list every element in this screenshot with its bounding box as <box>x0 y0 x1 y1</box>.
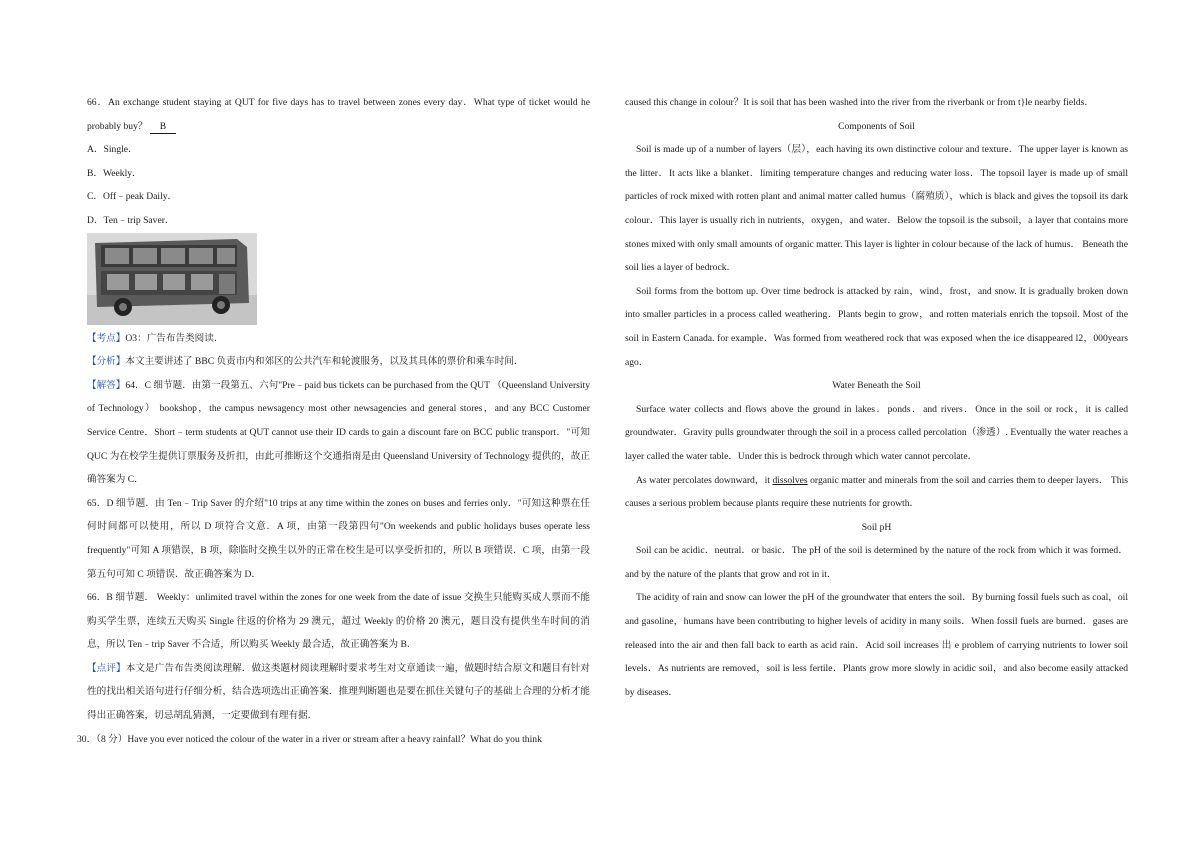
jieda-text: 64．C 细节题．由第一段第五、六句"Pre﹣paid bus tickets can be purchased from the QUT （Queensland University of Technology） bookshop，the campus newsagency most other newsagencies and general stores，and any BCC Customer Service Centre．Short﹣term students at QUT cannot use their ID cards to gain a discount fare on BCC public transport．"可知 QUC 为在校学生提供订票服务及折扣，由此可推断这个交通指南是由 Queensland University of Technology 提供的，故正确答案为 C． <box>87 379 591 486</box>
question-30-continued: caused this change in colour？It is soil that has been washed into the river from the riverbank or from t}le nearby fields． <box>625 97 1094 108</box>
section-heading: Components of Soil <box>838 120 915 132</box>
kaodian-tag: 【考点】 <box>87 332 126 344</box>
question-30-start: 30．（8 分）Have you ever noticed the colour of the water in a river or stream after a heavy rainfall？What do you think <box>77 733 542 745</box>
option-d: D．Ten﹣trip Saver． <box>87 214 175 226</box>
fenxi-tag: 【分析】 <box>87 356 126 368</box>
passage-paragraph <box>625 469 1128 516</box>
section-heading: Water Beneath the Soil <box>832 380 921 392</box>
question-66-text: 66．An exchange student staying at QUT for five days has to travel between zones every day．What type of ticket would he probably buy？ <box>87 97 590 132</box>
explanation-66: 66．B 细节题． Weekly：unlimited travel within the zones for one week from the date of issue 交换生只能购买成人票而不能购买学生票，连续五天购买 Single 往返的价格为 29 澳元，超过 Weekly 的价格 20 澳元，题目没有提供坐车时间的消息，所以 Ten﹣trip Saver 不合适，所以购买 Weekly 最合适，故正确答案为 B． <box>87 592 590 651</box>
dianping-tag: 【点评】 <box>87 662 126 674</box>
passage-paragraph: Soil forms from the bottom up. Over time bedrock is attacked by rain，wind，frost，and snow. It is gradually broken down into smaller particles in a process called weathering．Plants begin to grow，and rotten materials enrich the topsoil. Most of the soil in Eastern Canada. for example．Was formed from weathered rock that was exposed when the ice disappeared l2，000years ago． <box>625 285 1128 368</box>
option-c: C．Off﹣peak Daily． <box>87 191 178 203</box>
passage-paragraph: Surface water collects and flows above the ground in lakes．ponds．and rivers．Once in the soil or rock，it is called groundwater．Gravity pulls groundwater through the soil in a process called percolation（渗透）. Eventually the water reaches a layer called the water table．Under this is bedrock through which water cannot percolate． <box>625 403 1128 462</box>
passage-paragraph: Soil can be acidic．neutral．or basic．The pH of the soil is determined by the nature of the rock from which it was formed．and by the nature of the plants that grow and rot in it． <box>625 545 1128 580</box>
fenxi-text: 本文主要讲述了 BBC 负责市内和郊区的公共汽车和轮渡服务，以及其具体的票价和乘车时间． <box>125 356 524 368</box>
passage-text: As water percolates downward，it <box>636 474 773 486</box>
jieda <box>87 374 590 492</box>
left-column <box>77 91 591 751</box>
fenxi <box>87 350 590 374</box>
dianping-text: 本文是广告布告类阅读理解．做这类题材阅读理解时要求考生对文章通读一遍，做题时结合原文和题目有针对性的找出相关语句进行仔细分析，结合选项选出正确答案．推理判断题也是要在抓住关键句子的基础上合理的分析才能得出正确答案，切忌胡乱猜测，一定要做到有理有据． <box>87 662 591 722</box>
passage-text: organic matter and minerals from the soil and carries them to deeper layers． This causes a serious problem because plants require these nutrients for growth． <box>625 474 1128 510</box>
question-66-answer: B <box>150 121 176 134</box>
question-66 <box>87 91 590 138</box>
passage-paragraph: The acidity of rain and snow can lower the pH of the groundwater that enters the soil．By burning fossil fuels such as coal，oil and gasoline，humans have been contributing to higher levels of acidity in many soils．When fossil fuels are burned．gases are released into the air and then fall back to earth as acid rain．Acid soil increases 出 e problem of carrying nutrients to lower soil levels．As nutrients are removed，soil is less fertile．Plants grow more slowly in acidic soil，and also become easily attacked by diseases． <box>625 592 1128 698</box>
option-a: A．Single． <box>87 144 138 156</box>
kaodian-text: O3：广告布告类阅读． <box>125 332 224 344</box>
section-heading: Soil pH <box>861 521 892 533</box>
jieda-tag: 【解答】 <box>87 379 126 391</box>
dianping <box>87 657 590 728</box>
right-column <box>625 91 1128 704</box>
kaodian <box>87 327 590 351</box>
option-b: B．Weekly． <box>87 167 142 179</box>
passage-paragraph: Soil is made up of a number of layers（层），each having its own distinctive colour and texture．The upper layer is known as the litter．It acts like a blanket．limiting temperature changes and reducing water loss．The topsoil layer is made up of small particles of rock mixed with rotten plant and animal matter called humus（腐殖质），which is black and gives the topsoil its dark colour．This layer is usually rich in nutrients，oxygen，and water．Below the topsoil is the subsoil，a layer that contains more stones mixed with only small amounts of organic matter. This layer is lighter in colour because of the lack of humus． Beneath the soil lies a layer of bedrock． <box>625 144 1128 274</box>
underlined-word: dissolves <box>772 474 808 486</box>
bus-photo <box>87 233 257 325</box>
explanation-65: 65．D 细节题．由 Ten﹣Trip Saver 的介绍"10 trips at any time within the zones on buses and ferries only．"可知这种票在任何时间都可以使用，所以 D 项符合文意．A 项，由第一段第四句"On weekends and public holidays buses operate less frequently"可知 A 项错误，B 项，除临时交换生以外的正常在校生是可以享受折扣的，所以 B 项错误．C 项，由第一段第五句可知 C 项错误．故正确答案为 D． <box>87 497 590 580</box>
